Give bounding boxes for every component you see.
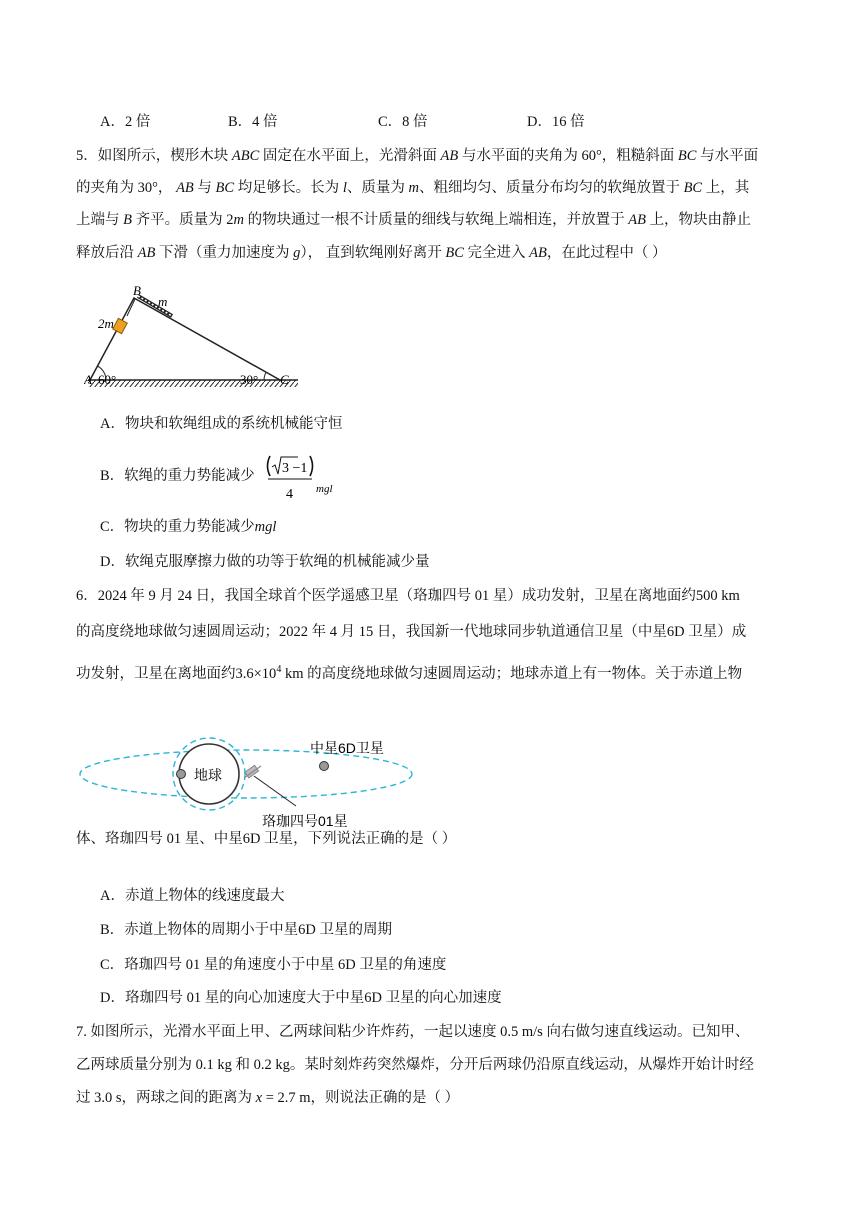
q6-stem-line-4: 体、珞珈四号 01 星、中星6D 卫星，下列说法正确的是（ ）: [76, 831, 457, 847]
q6-option-a: A．赤道上物体的线速度最大: [100, 888, 285, 904]
satellite-luojia-icon: [244, 765, 261, 778]
q6-stem-line-3: 功发射，卫星在离地面约$3.6\times 10^4$ km 的高度绕地球做匀速圆周运动；地球赤道上有一物体。关于赤道上物: [76, 664, 743, 682]
q5-option-d: D．软绳克服摩擦力做的功等于软绳的机械能减少量: [100, 554, 430, 570]
label-earth: 地球: [194, 767, 222, 783]
label-angle-30: 30°: [240, 372, 259, 387]
luojia-leader-line: [254, 776, 296, 806]
sqrt-fraction: [246, 452, 346, 500]
wedge-outline: [90, 298, 280, 380]
q5-stem-line-2: 的夹角为 30°， AB 与 BC 均足够长。长为 l、质量为 m、粗细均匀、质量分布均匀的软绳放置于 BC 上，其: [76, 180, 750, 196]
q7-stem-line-2: 乙两球质量分别为 0.1 kg 和 0.2 kg。某时刻炸药突然爆炸，分开后两球仍沿原直线运动，从爆炸开始计时经: [76, 1057, 754, 1073]
mgl-b: mgl: [316, 483, 333, 495]
label-m: m: [158, 294, 168, 309]
q6-stem-line-1: 6．2024 年 9 月 24 日，我国全球首个医学遥感卫星（珞珈四号 01 星）成功发射，卫星在离地面约500 km: [76, 588, 740, 604]
sqrt-numerator: 3 −1: [282, 461, 308, 476]
label-2m: 2m: [98, 316, 114, 331]
q5-option-a: A．物块和软绳组成的系统机械能守恒: [100, 416, 343, 432]
label-luojia: 珞珈四号01星: [262, 813, 348, 829]
q6-option-b: B．赤道上物体的周期小于中星6D 卫星的周期: [100, 922, 393, 938]
q5-stem-line-3: 上端与 B 齐平。质量为 2m 的物块通过一根不计质量的细线与软绳上端相连，并放置于 AB 上，物块由静止: [76, 212, 752, 228]
equator-object: [177, 770, 186, 779]
wedge-figure: [84, 280, 304, 392]
q5-stem-line-4: 释放后沿 AB 下滑（重力加速度为 g）， 直到软绳刚好离开 BC 完全进入 AB，在此过程中（ ）: [76, 245, 667, 261]
q6-option-c: C．珞珈四号 01 星的角速度小于中星 6D 卫星的角速度: [100, 957, 447, 973]
label-sat6d: 中星6D卫星: [310, 740, 384, 756]
q4-option-b: B．4 倍: [228, 114, 278, 130]
q4-option-c: C．8 倍: [378, 114, 428, 130]
label-angle-60: 60°: [98, 372, 117, 387]
label-B: B: [133, 283, 141, 298]
q7-stem-line-1: 7. 如图所示，光滑水平面上甲、乙两球间粘少许炸药，一起以速度 0.5 m/s 向右做匀速直线运动。已知甲、: [76, 1024, 750, 1040]
label-C: C: [280, 372, 289, 387]
q4-option-d: D．16 倍: [527, 114, 585, 130]
q6-option-d: D．珞珈四号 01 星的向心加速度大于中星6D 卫星的向心加速度: [100, 990, 502, 1006]
q7-stem-line-3: 过 3.0 s，两球之间的距离为 x = 2.7 m，则说法正确的是（ ）: [76, 1090, 460, 1106]
q5-stem-line-1: 5．如图所示，楔形木块 ABC 固定在水平面上，光滑斜面 AB 与水平面的夹角为 60°，粗糙斜面 BC 与水平面: [76, 148, 759, 164]
ground-hatching: [88, 380, 298, 387]
label-A: A: [84, 372, 92, 387]
q4-option-a: A．2 倍: [100, 114, 151, 130]
orbit-figure: [74, 722, 434, 830]
q5-option-b: B．软绳的重力势能减少: [100, 468, 255, 484]
block-2m: [113, 318, 127, 333]
fraction-denominator: 4: [286, 487, 293, 500]
q5-option-c: C．物块的重力势能减少mgl: [100, 519, 277, 535]
q6-stem-line-2: 的高度绕地球做匀速圆周运动；2022 年 4 月 15 日，我国新一代地球同步轨道通信卫星（中星6D 卫星）成: [76, 624, 747, 640]
satellite-6d: [320, 762, 329, 771]
